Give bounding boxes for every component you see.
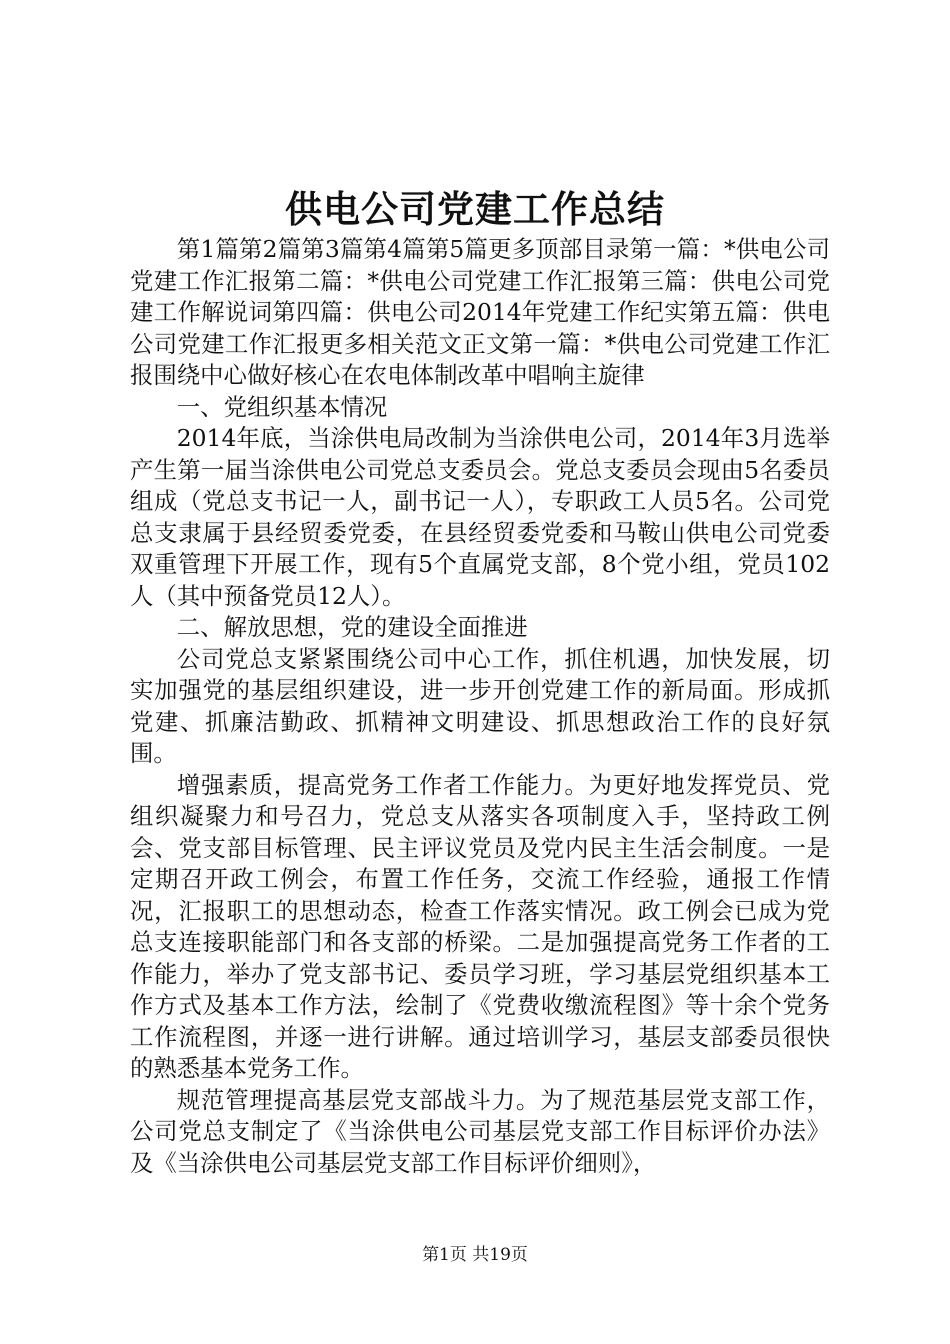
section-heading-2: 二、解放思想，党的建设全面推进 [176, 613, 528, 641]
document-title: 供电公司党建工作总结 [285, 187, 665, 231]
body-paragraph: 公司党总支紧紧围绕公司中心工作，抓住机遇，加快发展，切实加强党的基层组织建设，进一步开创党建工作的新局面。形成抓党建、抓廉洁勤政、抓精神文明建设、抓思想政治工作的良好氛围。 [130, 644, 830, 767]
body-paragraph: 规范管理提高基层党支部战斗力。为了规范基层党支部工作，公司党总支制定了《当涂供电公司基层党支部工作目标评价办法》及《当涂供电公司基层党支部工作目标评价细则》， [130, 1085, 830, 1177]
page-number-footer: 第1页 共19页 [422, 1245, 528, 1265]
body-paragraph: 增强素质，提高党务工作者工作能力。为更好地发挥党员、党组织凝聚力和号召力，党总支从落实各项制度入手，坚持政工例会、党支部目标管理、民主评议党员及党内民主生活会制度。一是定期召开政工例会，布置工作任务，交流工作经验，通报工作情况，汇报职工的思想动态，检查工作落实情况。政工例会已成为党总支连接职能部门和各支部的桥梁。二是加强提高党务工作者的工作能力，举办了党支部书记、委员学习班，学习基层党组织基本工作方式及基本工作方法，绘制了《党费收缴流程图》等十余个党务工作流程图，并逐一进行讲解。通过培训学习，基层支部委员很快的熟悉基本党务工作。 [130, 770, 830, 1082]
document-body [130, 234, 830, 1179]
section-heading-1: 一、党组织基本情况 [176, 392, 388, 421]
table-of-contents-paragraph: 第1篇第2篇第3篇第4篇第5篇更多顶部目录第一篇：*供电公司党建工作汇报第二篇：*供电公司党建工作汇报第三篇：供电公司党建工作解说词第四篇：供电公司2014年党建工作纪实第五篇：供电公司党建工作汇报更多相关范文正文第一篇：*供电公司党建工作汇报围绕中心做好核心在农电体制改革中唱响主旋律 [130, 235, 830, 389]
body-paragraph: 2014年底，当涂供电局改制为当涂供电公司，2014年3月选举产生第一届当涂供电公司党总支委员会。党总支委员会现由5名委员组成（党总支书记一人，副书记一人），专职政工人员5名。公司党总支隶属于县经贸委党委，在县经贸委党委和马鞍山供电公司党委双重管理下开展工作，现有5个直属党支部，8个党小组，党员102人（其中预备党员12人）。 [130, 424, 830, 610]
